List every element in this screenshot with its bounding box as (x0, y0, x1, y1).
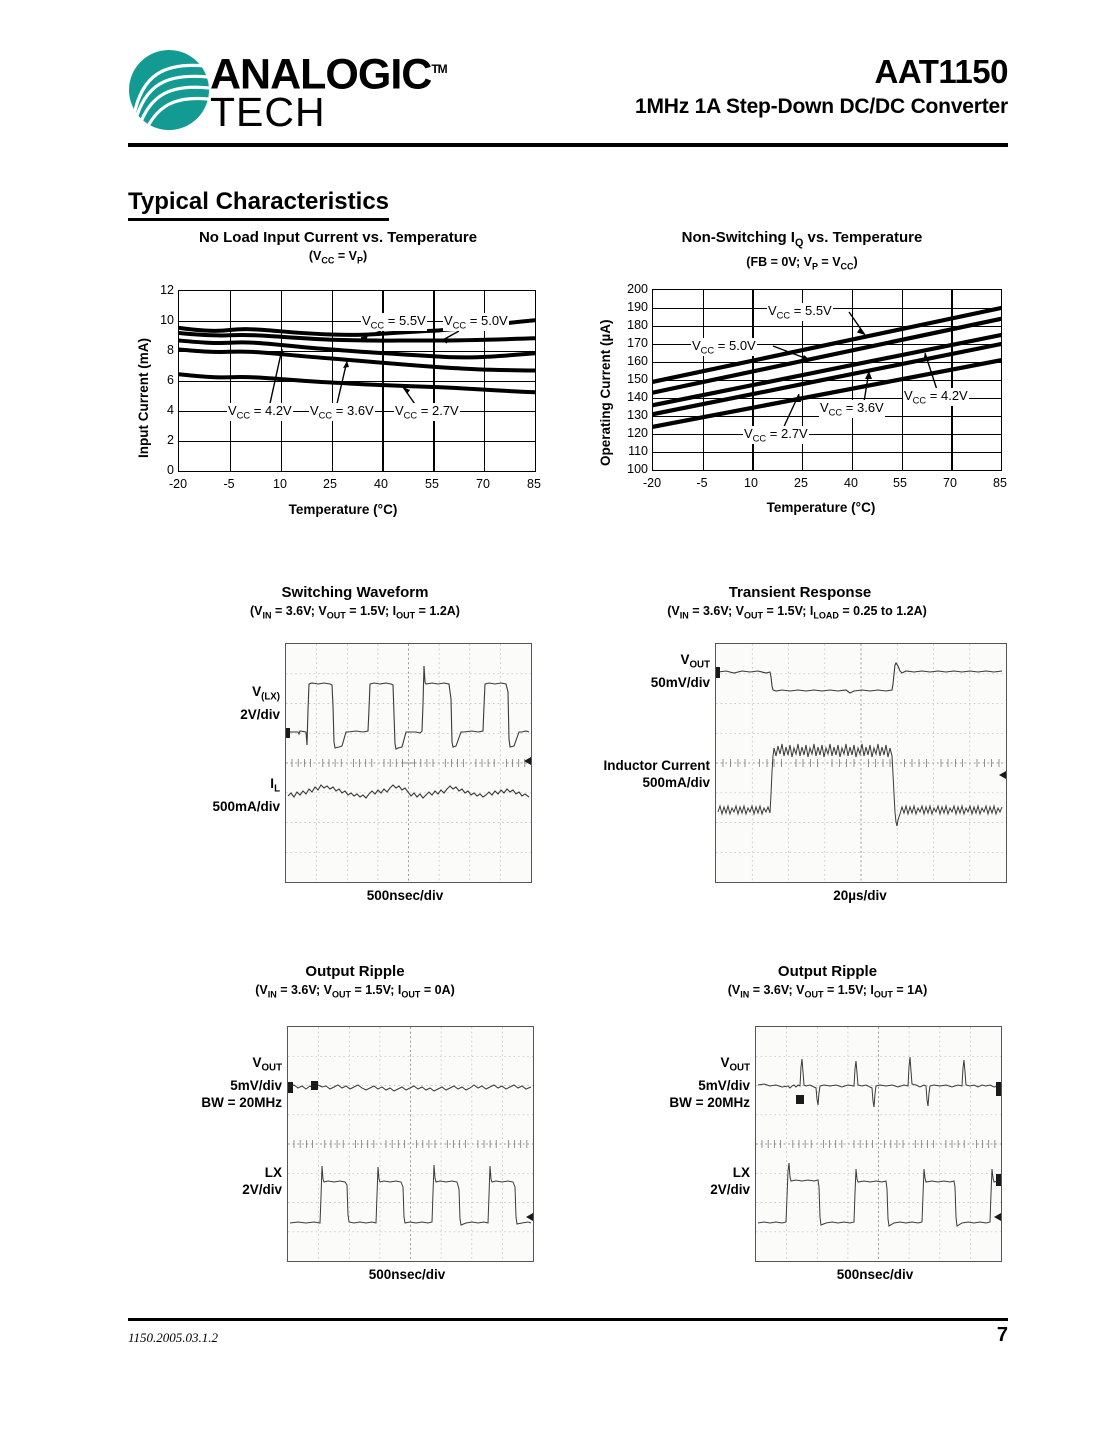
timebase-label: 500nsec/div (366, 888, 444, 903)
trace-label-il: $I_L$ 500mA/div (212, 776, 280, 814)
x-tick: 55 (425, 477, 439, 491)
chart-subtitle: $(V_{CC} = V_P)$ (308, 249, 368, 266)
y-tick: 2 (167, 433, 174, 447)
x-tick: 85 (527, 477, 541, 491)
trace-label-vout: $V_{OUT}$ 50mV/div (650, 652, 710, 690)
chart-non-switching-iq (592, 228, 1012, 518)
y-axis-label: Input Current (mA) (136, 338, 151, 458)
x-tick: 10 (744, 476, 758, 490)
logo-line-2: TECH (210, 89, 326, 136)
series-annotation-2v7: $V_{CC} = 2.7V$ (395, 403, 459, 421)
x-tick: 70 (476, 477, 490, 491)
y-tick: 100 (627, 462, 648, 476)
x-tick: -5 (223, 477, 235, 491)
timebase-label: 500nsec/div (836, 1267, 914, 1282)
y-tick: 12 (160, 283, 174, 297)
chart-no-load-input-current (128, 228, 548, 518)
x-tick: -20 (168, 477, 188, 491)
trace-label-lx: LX 2V/div (242, 1165, 282, 1197)
x-tick: 25 (323, 477, 337, 491)
x-tick: 70 (943, 476, 957, 490)
figure-subtitle: ($V_{IN} = 3.6V$; $V_{OUT} = 1.5V$; $I_{LOAD} = 0.25$ to 1.2A) (667, 604, 927, 621)
analogic-globe-icon (128, 49, 210, 131)
chart-title: Non-Switching $I_Q$ vs. Temperature (681, 229, 923, 249)
y-tick: 8 (167, 343, 174, 357)
series-annotation-5v5: $V_{CC} = 5.5V$ (768, 303, 832, 321)
document-id: 1150.2005.03.1.2 (128, 1330, 219, 1345)
figure-output-ripple-1a (600, 962, 1015, 1282)
trace-label-vout: $V_{OUT}$ 5mV/div BW = 20MHz (201, 1055, 282, 1110)
y-tick: 4 (167, 403, 174, 417)
company-wordmark (210, 47, 447, 143)
trace-label-lx: LX 2V/div (710, 1165, 750, 1197)
y-tick: 130 (627, 408, 648, 422)
header-divider (128, 143, 1008, 147)
figure-title: Switching Waveform (281, 584, 429, 601)
x-tick: 10 (273, 477, 287, 491)
y-tick: 180 (627, 318, 648, 332)
series-annotation-5v0: $V_{CC} = 5.0V$ (692, 338, 756, 356)
y-axis-label: Operating Current (µA) (598, 319, 613, 466)
x-tick: 40 (844, 476, 858, 490)
oscilloscope-screen-ripple-0a (287, 1026, 534, 1262)
figure-subtitle: ($V_{IN} = 3.6V$; $V_{OUT} = 1.5V$; $I_{OUT} = 1.2A$) (250, 604, 460, 621)
oscilloscope-screen-transient (715, 643, 1007, 883)
figure-transient-response (575, 583, 1015, 908)
y-tick: 160 (627, 354, 648, 368)
oscilloscope-screen-ripple-1a (755, 1026, 1002, 1262)
figure-switching-waveform (160, 583, 550, 908)
page-title: Typical Characteristics (128, 188, 389, 221)
x-tick: -20 (642, 476, 662, 490)
y-tick: 10 (160, 313, 174, 327)
series-annotation-5v5: $V_{CC} = 5.5V$ (362, 313, 426, 331)
x-axis-label: Temperature (°C) (288, 502, 398, 517)
trace-label-inductor-current: Inductor Current 500mA/div (603, 758, 710, 790)
series-annotation-3v6: $V_{CC} = 3.6V$ (310, 403, 374, 421)
trace-label-vlx: $V_{(LX)}$ 2V/div (240, 684, 280, 722)
timebase-label: 20µs/div (833, 888, 887, 903)
x-tick: -5 (696, 476, 708, 490)
trademark-symbol: TM (431, 62, 447, 76)
y-tick: 150 (627, 372, 648, 386)
chart-subtitle: (FB = 0V; $V_P = V_{CC}$) (746, 255, 858, 272)
footer-divider (128, 1318, 1008, 1321)
y-tick: 140 (627, 390, 648, 404)
series-annotation-3v6: $V_{CC} = 3.6V$ (820, 400, 884, 418)
series-annotation-4v2: $V_{CC} = 4.2V$ (228, 403, 292, 421)
series-annotation-5v0: $V_{CC} = 5.0V$ (444, 313, 508, 331)
x-axis-label: Temperature (°C) (766, 500, 876, 515)
figure-title: Transient Response (728, 584, 872, 601)
figure-output-ripple-0a (160, 962, 550, 1282)
trace-label-vout: $V_{OUT}$ 5mV/div BW = 20MHz (669, 1055, 750, 1110)
company-logo (128, 45, 447, 145)
series-annotation-2v7: $V_{CC} = 2.7V$ (744, 426, 808, 444)
page-header (128, 45, 1008, 150)
chart-title: No Load Input Current vs. Temperature (198, 229, 478, 246)
oscilloscope-screen-switching (285, 643, 532, 883)
plot-area (652, 289, 1002, 471)
x-tick: 25 (794, 476, 808, 490)
product-subtitle: 1MHz 1A Step-Down DC/DC Converter (635, 95, 1008, 118)
y-tick: 0 (167, 463, 174, 477)
timebase-label: 500nsec/div (368, 1267, 446, 1282)
y-tick: 200 (627, 282, 648, 296)
y-tick: 120 (627, 426, 648, 440)
y-tick: 110 (628, 444, 648, 458)
x-tick: 55 (893, 476, 907, 490)
part-number: AAT1150 (874, 53, 1008, 90)
x-tick: 85 (993, 476, 1007, 490)
y-tick: 170 (627, 336, 648, 350)
figure-title: Output Ripple (305, 963, 405, 980)
series-annotation-4v2: $V_{CC} = 4.2V$ (904, 388, 968, 406)
page-number: 7 (996, 1324, 1008, 1346)
figure-title: Output Ripple (777, 963, 878, 980)
figure-subtitle: ($V_{IN} = 3.6V$; $V_{OUT} = 1.5V$; $I_{OUT} = 0A$) (255, 983, 455, 1000)
y-tick: 6 (167, 373, 174, 387)
x-tick: 40 (374, 477, 388, 491)
plot-area (178, 290, 536, 472)
figure-subtitle: ($V_{IN} = 3.6V$; $V_{OUT} = 1.5V$; $I_{OUT} = 1A$) (727, 983, 928, 1000)
logo-line-1: ANALOGIC (210, 50, 432, 99)
y-tick: 190 (627, 300, 648, 314)
